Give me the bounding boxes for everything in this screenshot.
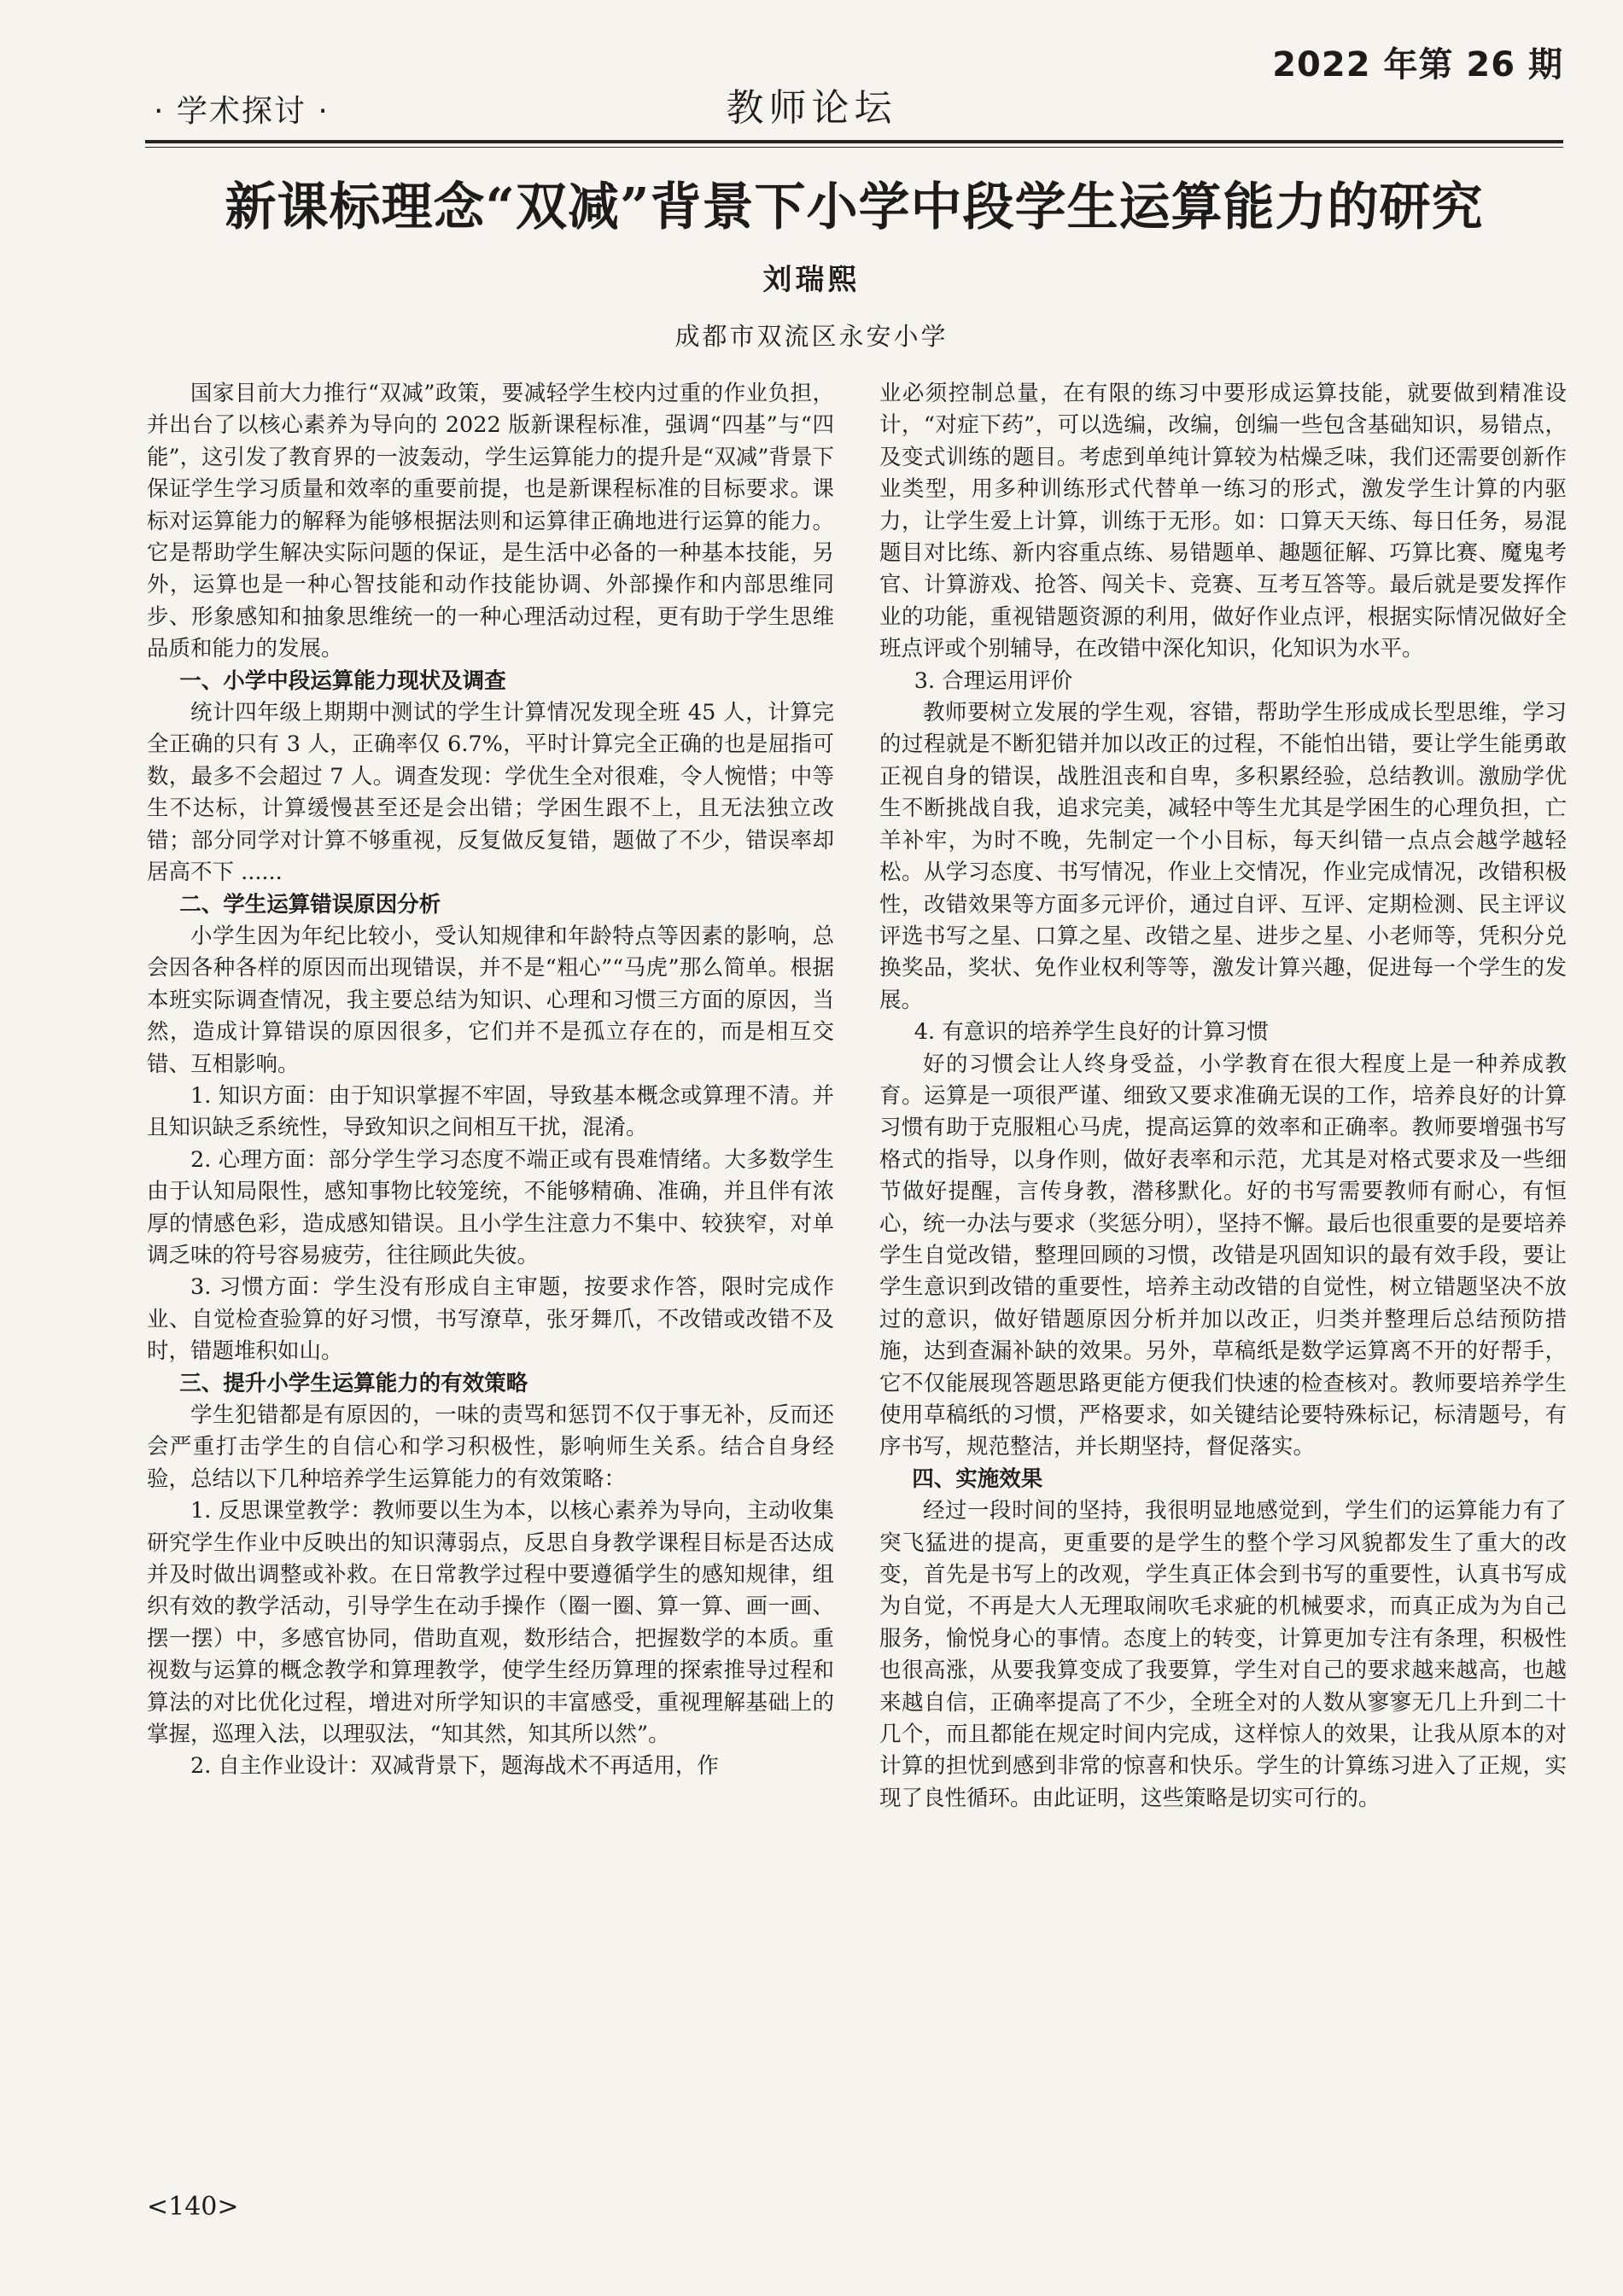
- article-affiliation: 成都市双流区永安小学: [674, 322, 949, 351]
- issue-number: 2022 年第 26 期: [1272, 45, 1563, 84]
- article-title: 新课标理念“双减”背景下小学中段学生运算能力的研究: [225, 178, 1484, 237]
- paragraph: 1. 知识方面：由于知识掌握不牢固，导致基本概念或算理不清。并且知识缺乏系统性，导致知识之间相互干扰，混淆。: [147, 1082, 834, 1141]
- article-author: 刘瑞熙: [762, 263, 861, 297]
- paragraph: 国家目前大力推行“双减”政策，要减轻学生校内过重的作业负担，并出台了以核心素养为导向的 2022 版新课程标准，强调“四基”与“四能”，这引发了教育界的一波轰动，学生运算能力的提升是“双减”背景下保证学生学习质量和效率的重要前提，也是新课程标准的目标要求。课标对运算能力的解释为能够根据法则和运算律正确地进行运算的能力。它是帮助学生解决实际问题的保证，是生活中必备的一种基本技能，另外，运算也是一种心智技能和动作技能协调、外部操作和内部思维同步、形象感知和抽象思维统一的一种心理活动过程，更有助于学生思维品质和能力的发展。: [147, 381, 834, 662]
- header-rule-thick: [145, 140, 1563, 143]
- subsection-heading: 4. 有意识的培养学生良好的计算习惯: [914, 1019, 1269, 1046]
- paragraph: 统计四年级上期期中测试的学生计算情况发现全班 45 人，计算完全正确的只有 3 人，正确率仅 6.7%，平时计算完全正确的也是屈指可数，最多不会超过 7 人。调查发现：学优生全对很难，令人惋惜；中等生不达标，计算缓慢甚至还是会出错；学困生跟不上，且无法独立改错；部分同学对计算不够重视，反复做反复错，题做了不少，错误率却居高不下 ......: [147, 700, 834, 886]
- paragraph: 教师要树立发展的学生观，容错，帮助学生形成成长型思维，学习的过程就是不断犯错并加以改正的过程，不能怕出错，要让学生能勇敢正视自身的错误，战胜沮丧和自卑，多积累经验，总结教训。激励学优生不断挑战自我，追求完美，减轻中等生尤其是学困生的心理负担，亡羊补牢，为时不晚，先制定一个小目标，每天纠错一点点会越学越轻松。从学习态度、书写情况，作业上交情况，作业完成情况，改错积极性，改错效果等方面多元评价，通过自评、互评、定期检测、民主评议评选书写之星、口算之星、改错之星、进步之星、小老师等，凭积分兑换奖品，奖状、免作业权利等等，激发计算兴趣，促进每一个学生的发展。: [879, 700, 1567, 1013]
- paragraph: 好的习惯会让人终身受益，小学教育在很大程度上是一种养成教育。运算是一项很严谨、细致又要求准确无误的工作，培养良好的计算习惯有助于克服粗心马虎，提高运算的效率和正确率。教师要增强书写格式的指导，以身作则，做好表率和示范，尤其是对格式要求及一些细节做好提醒，言传身教，潜移默化。好的书写需要教师有耐心，有恒心，统一办法与要求（奖惩分明），坚持不懈。最后也很重要的是要培养学生自觉改错，整理回顾的习惯，改错是巩固知识的最有效手段，要让学生意识到改错的重要性，培养主动改错的自觉性，树立错题坚决不放过的意识，做好错题原因分析并加以改正，归类并整理后总结预防措施，达到查漏补缺的效果。另外，草稿纸是数学运算离不开的好帮手，它不仅能展现答题思路更能方便我们快速的检查核对。教师要培养学生使用草稿纸的习惯，严格要求，如关键结论要特殊标记，标清题号，有序书写，规范整洁，并长期坚持，督促落实。: [879, 1051, 1567, 1460]
- section-heading: 一、小学中段运算能力现状及调查: [179, 667, 506, 694]
- left-column: [147, 378, 834, 2145]
- paragraph: 2. 心理方面：部分学生学习态度不端正或有畏难情绪。大多数学生由于认知局限性，感知事物比较笼统，不能够精确、准确，并且伴有浓厚的情感色彩，造成感知错误。且小学生注意力不集中、较狭窄，对单调乏味的符号容易疲劳，往往顾此失彼。: [147, 1146, 834, 1268]
- paragraph: 学生犯错都是有原因的，一味的责骂和惩罚不仅于事无补，反而还会严重打击学生的自信心和学习积极性，影响师生关系。结合自身经验，总结以下几种培养学生运算能力的有效策略：: [147, 1402, 834, 1492]
- paragraph: 2. 自主作业设计：双减背景下，题海战术不再适用，作: [190, 1753, 719, 1780]
- page-number: <140>: [147, 2192, 239, 2222]
- section-heading: 二、学生运算错误原因分析: [179, 891, 441, 918]
- right-column: [879, 378, 1567, 2145]
- section-label: · 学术探讨 ·: [154, 94, 330, 129]
- subsection-heading: 3. 合理运用评价: [914, 667, 1073, 694]
- header-rule-thin: [145, 147, 1563, 148]
- section-heading: 四、实施效果: [912, 1466, 1043, 1492]
- paragraph: 小学生因为年纪比较小，受认知规律和年龄特点等因素的影响，总会因各种各样的原因而出现错误，并不是“粗心”“马虎”那么简单。根据本班实际调查情况，我主要总结为知识、心理和习惯三方面的原因，当然，造成计算错误的原因很多，它们并不是孤立存在的，而是相互交错、互相影响。: [147, 923, 834, 1077]
- paragraph: 业必须控制总量，在有限的练习中要形成运算技能，就要做到精准设计，“对症下药”，可以选编，改编，创编一些包含基础知识，易错点，及变式训练的题目。考虑到单纯计算较为枯燥乏味，我们还需要创新作业类型，用多种训练形式代替单一练习的形式，激发学生计算的内驱力，让学生爱上计算，训练于无形。如：口算天天练、每日任务，易混题目对比练、新内容重点练、易错题单、趣题征解、巧算比赛、魔鬼考官、计算游戏、抢答、闯关卡、竞赛、互考互答等。最后就是要发挥作业的功能，重视错题资源的利用，做好作业点评，根据实际情况做好全班点评或个别辅导，在改错中深化知识，化知识为水平。: [879, 381, 1567, 662]
- paragraph: 1. 反思课堂教学：教师要以生为本，以核心素养为导向，主动收集研究学生作业中反映出的知识薄弱点，反思自身教学课程目标是否达成并及时做出调整或补救。在日常教学过程中要遵循学生的感知规律，组织有效的教学活动，引导学生在动手操作（圈一圈、算一算、画一画、摆一摆）中，多感官协同，借助直观，数形结合，把握数学的本质。重视数与运算的概念教学和算理教学，使学生经历算理的探索推导过程和算法的对比优化过程，增进对所学知识的丰富感受，重视理解基础上的掌握，巡理入法，以理驭法，“知其然，知其所以然”。: [147, 1498, 834, 1748]
- section-heading: 三、提升小学生运算能力的有效策略: [179, 1370, 528, 1396]
- paragraph: 经过一段时间的坚持，我很明显地感觉到，学生们的运算能力有了突飞猛进的提高，更重要的是学生的整个学习风貌都发生了重大的改变，首先是书写上的改观，学生真正体会到书写的重要性，认真书写成为自觉，不再是大人无理取闹吹毛求疵的机械要求，而真正成为为自己服务，愉悦身心的事情。态度上的转变，计算更加专注有条理，积极性也很高涨，从要我算变成了我要算，学生对自己的要求越来越高，也越来越自信，正确率提高了不少，全班全对的人数从寥寥无几上升到二十几个，而且都能在规定时间内完成，这样惊人的效果，让我从原本的对计算的担忧到感到非常的惊喜和快乐。学生的计算练习进入了正规，实现了良性循环。由此证明，这些策略是切实可行的。: [879, 1498, 1567, 1811]
- paragraph: 3. 习惯方面：学生没有形成自主审题，按要求作答，限时完成作业、自觉检查验算的好习惯，书写潦草，张牙舞爪，不改错或改错不及时，错题堆积如山。: [147, 1274, 834, 1365]
- journal-name: 教师论坛: [726, 86, 897, 130]
